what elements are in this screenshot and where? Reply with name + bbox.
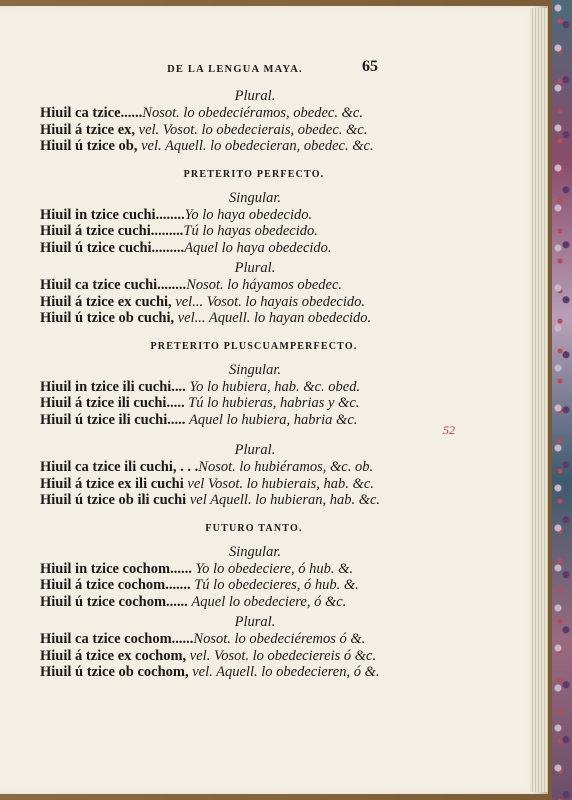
maya-form: Hiuil in tzice cochom...... (40, 560, 196, 577)
maya-form: Hiuil á tzice ili cuchi..... (40, 395, 189, 411)
maya-form: Hiuil á tzice ex cuchi, (40, 293, 176, 310)
conjugation-line (40, 412, 460, 429)
conjugation-line (40, 105, 460, 122)
conjugation-line (40, 395, 460, 412)
maya-form: Hiuil ú tzice cochom...... (40, 593, 192, 610)
conjugation-line (40, 379, 460, 396)
conjugation-table (40, 84, 460, 681)
spanish-gloss: vel Vosot. lo hubierais, hab. &c. (187, 475, 374, 492)
spanish-gloss: vel Aquell. lo hubieran, hab. &c. (189, 492, 381, 508)
maya-form: Hiuil in tzice cuchi........ (40, 206, 185, 223)
maya-form: Hiuil ú tzice ili cuchi..... (40, 411, 190, 428)
spanish-gloss: Nosot. lo obedeciéramos, obedec. &c. (142, 105, 363, 121)
spanish-gloss: vel. Aquell. lo obedecieren, ó &. (192, 664, 380, 680)
group-label: Plural. (234, 614, 276, 630)
spacer (40, 428, 460, 438)
conjugation-line (40, 631, 460, 648)
maya-form: Hiuil ca tzice cochom...... (40, 631, 194, 647)
marbled-endpaper (552, 0, 572, 800)
spanish-gloss: Yo lo haya obedecido. (184, 206, 313, 223)
spanish-gloss: Yo lo obedeciere, ó hub. &. (195, 560, 354, 577)
maya-form: Hiuil ú tzice ob cuchi, (40, 310, 178, 326)
spanish-gloss: Tú lo obedecieres, ó hub. &. (194, 577, 359, 593)
spanish-gloss: Aquel lo haya obedecido. (184, 239, 332, 256)
maya-form: Hiuil á tzice ex, (40, 121, 139, 138)
spanish-gloss: Nosot. lo hubiéramos, &c. ob. (198, 459, 374, 475)
spanish-gloss: vel. Aquell. lo obedecieran, obedec. &c. (141, 138, 374, 154)
conjugation-line (40, 648, 460, 665)
maya-form: Hiuil ú tzice ob, (40, 138, 142, 154)
maya-form: Hiuil in tzice ili cuchi.... (40, 378, 190, 395)
maya-form: Hiuil ú tzice ob ili cuchi (40, 492, 190, 508)
spanish-gloss: Tú lo hubieras, habrias y &c. (188, 395, 360, 411)
conjugation-line (40, 476, 460, 493)
group-label: Plural. (234, 442, 276, 458)
spanish-gloss: Aquel lo hubiera, habria &c. (189, 411, 358, 428)
group-label: Plural. (234, 88, 276, 104)
maya-form: Hiuil ú tzice cuchi......... (40, 239, 185, 256)
spanish-gloss: vel... Aquell. lo hayan obedecido. (177, 310, 372, 326)
section-heading: FUTURO TANTO. (205, 522, 303, 534)
conjugation-line (40, 277, 460, 294)
maya-form: Hiuil ú tzice ob cochom, (40, 664, 193, 680)
spanish-gloss: vel... Vosot. lo hayais obedecido. (175, 293, 365, 310)
group-label: Singular. (229, 189, 281, 206)
spanish-gloss: Tú lo hayas obedecido. (183, 223, 318, 239)
page-edges (530, 8, 548, 792)
conjugation-line (40, 577, 460, 594)
conjugation-line (40, 223, 460, 240)
conjugation-line (40, 207, 460, 224)
maya-form: Hiuil ca tzice...... (40, 105, 143, 121)
conjugation-line (40, 492, 460, 509)
section-heading: PRETERITO PLUSCUAMPERFECTO. (150, 340, 358, 352)
section-heading: PRETERITO PERFECTO. (183, 168, 325, 180)
conjugation-line (40, 310, 460, 327)
conjugation-line (40, 459, 460, 476)
conjugation-line (40, 294, 460, 311)
maya-form: Hiuil á tzice cochom....... (40, 577, 195, 593)
maya-form: Hiuil ca tzice ili cuchi, . . . (40, 459, 199, 475)
maya-form: Hiuil á tzice ex ili cuchi (40, 475, 188, 492)
margin-note: 52 (443, 423, 455, 437)
conjugation-line (40, 240, 460, 257)
group-label: Singular. (229, 361, 281, 378)
maya-form: Hiuil á tzice cuchi......... (40, 223, 184, 239)
conjugation-line (40, 664, 460, 681)
conjugation-line (40, 138, 460, 155)
spanish-gloss: Nosot. lo obedeciéremos ó &. (193, 631, 366, 647)
running-title: DE LA LENGUA MAYA. (167, 64, 303, 75)
maya-form: Hiuil á tzice ex cochom, (40, 647, 190, 664)
page-number: 65 (362, 58, 378, 75)
spanish-gloss: vel. Vosot. lo obedeciereis ó &c. (189, 647, 377, 664)
spanish-gloss: Yo lo hubiera, hab. &c. obed. (189, 378, 361, 395)
spanish-gloss: Aquel lo obedeciere, ó &c. (191, 593, 347, 610)
spanish-gloss: vel. Vosot. lo obedecierais, obedec. &c. (138, 121, 368, 138)
maya-form: Hiuil ca tzice cuchi........ (40, 277, 187, 293)
group-label: Plural. (234, 260, 276, 276)
conjugation-line (40, 122, 460, 139)
conjugation-line (40, 561, 460, 578)
conjugation-line (40, 594, 460, 611)
group-label: Singular. (229, 543, 281, 560)
spanish-gloss: Nosot. lo háyamos obedec. (186, 277, 343, 293)
